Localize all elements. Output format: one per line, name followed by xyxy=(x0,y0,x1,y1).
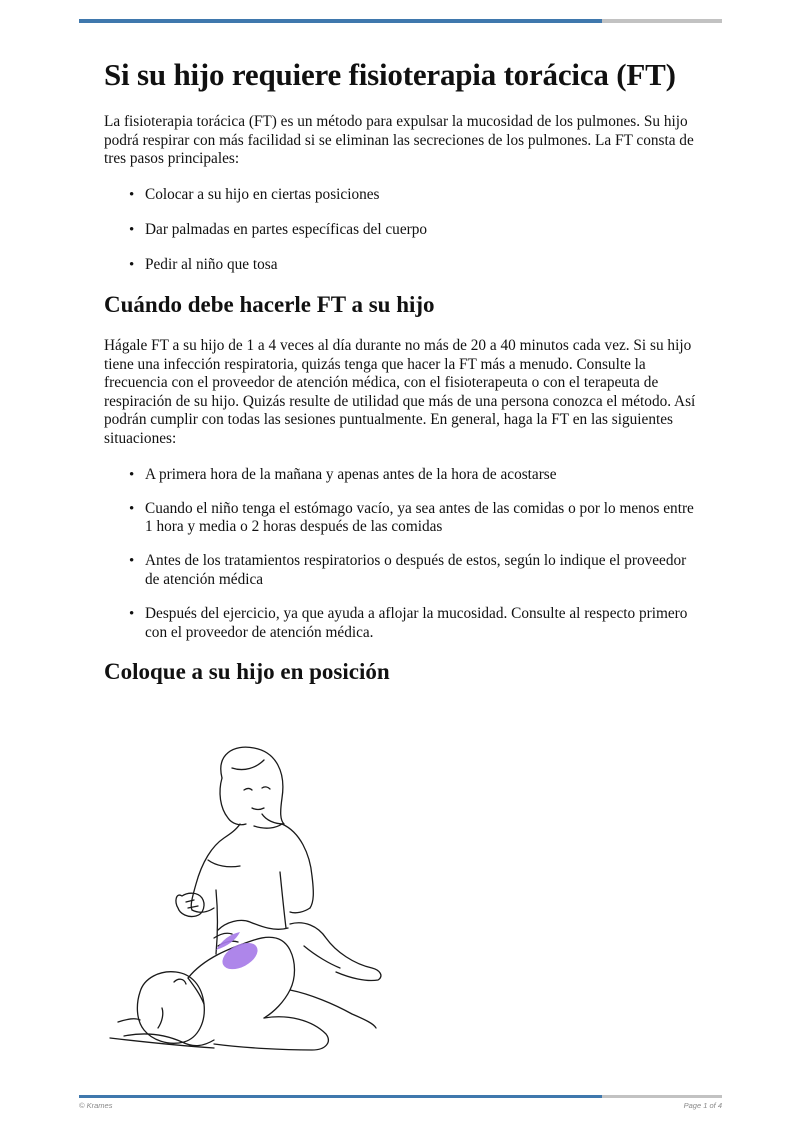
top-progress-bar xyxy=(79,19,722,23)
bullet-icon: • xyxy=(129,606,135,623)
document-content xyxy=(104,56,704,704)
bullet-icon: • xyxy=(129,500,135,517)
list-item xyxy=(104,605,704,642)
top-progress-track xyxy=(602,19,722,23)
list-item xyxy=(104,221,704,240)
list-item-text: Cuando el niño tenga el estómago vacío, ya sea antes de las comidas o por lo menos entre 1 hora y media o 2 horas después de las comidas xyxy=(145,499,694,536)
bullet-icon: • xyxy=(129,553,135,570)
bottom-progress-track xyxy=(602,1095,722,1098)
bullet-icon: • xyxy=(129,186,135,203)
bottom-progress-fill xyxy=(79,1095,602,1098)
chest-physiotherapy-illustration xyxy=(104,742,394,1057)
adult-figure xyxy=(176,747,381,980)
when-paragraph: Hágale FT a su hijo de 1 a 4 veces al día durante no más de 20 a 40 minutos cada vez. Si su hijo tiene una infección respiratoria, quizás tenga que hacer la FT más a menudo. Consulte la frecuencia con el proveedor de atención médica, con el fisioterapeuta o con el terapeuta de respiración de su hijo. Quizás resulte de utilidad que más de una persona conozca el método. Así podrán cumplir con todas las sesiones puntualmente. En general, haga la FT en las siguientes situaciones: xyxy=(104,337,696,448)
list-item-text: Dar palmadas en partes específicas del cuerpo xyxy=(145,220,428,238)
list-item xyxy=(104,552,704,589)
list-item-text: A primera hora de la mañana y apenas antes de la hora de acostarse xyxy=(145,465,557,483)
list-item-text: Después del ejercicio, ya que ayuda a aflojar la mucosidad. Consulte al respecto primero con el proveedor de atención médica. xyxy=(145,605,688,641)
bottom-progress-bar xyxy=(79,1095,722,1098)
footer-copyright: © Krames xyxy=(79,1101,113,1110)
list-item xyxy=(104,466,704,485)
bullet-icon: • xyxy=(129,466,135,483)
list-item xyxy=(104,500,704,537)
situations-list xyxy=(104,466,704,643)
bullet-icon: • xyxy=(129,221,135,238)
footer-page-number: Page 1 of 4 xyxy=(683,1101,722,1110)
intro-paragraph: La fisioterapia torácica (FT) es un método para expulsar la mucosidad de los pulmones. Su hijo podrá respirar con más facilidad si se eliminan las secreciones de los pulmones. La FT consta de tres pasos principales: xyxy=(104,113,694,168)
list-item xyxy=(104,186,704,205)
list-item-text: Pedir al niño que tosa xyxy=(145,255,278,273)
when-heading: Cuándo debe hacerle FT a su hijo xyxy=(104,292,435,318)
list-item-text: Antes de los tratamientos respiratorios o después de estos, según lo indique el proveedor de atención médica xyxy=(145,552,687,588)
position-heading: Coloque a su hijo en posición xyxy=(104,658,390,684)
intro-steps-list xyxy=(104,186,704,275)
page-title: Si su hijo requiere fisioterapia torácica (FT) xyxy=(104,57,676,92)
bullet-icon: • xyxy=(129,256,135,273)
list-item xyxy=(104,256,704,275)
list-item-text: Colocar a su hijo en ciertas posiciones xyxy=(145,185,380,203)
top-progress-fill xyxy=(79,19,602,23)
